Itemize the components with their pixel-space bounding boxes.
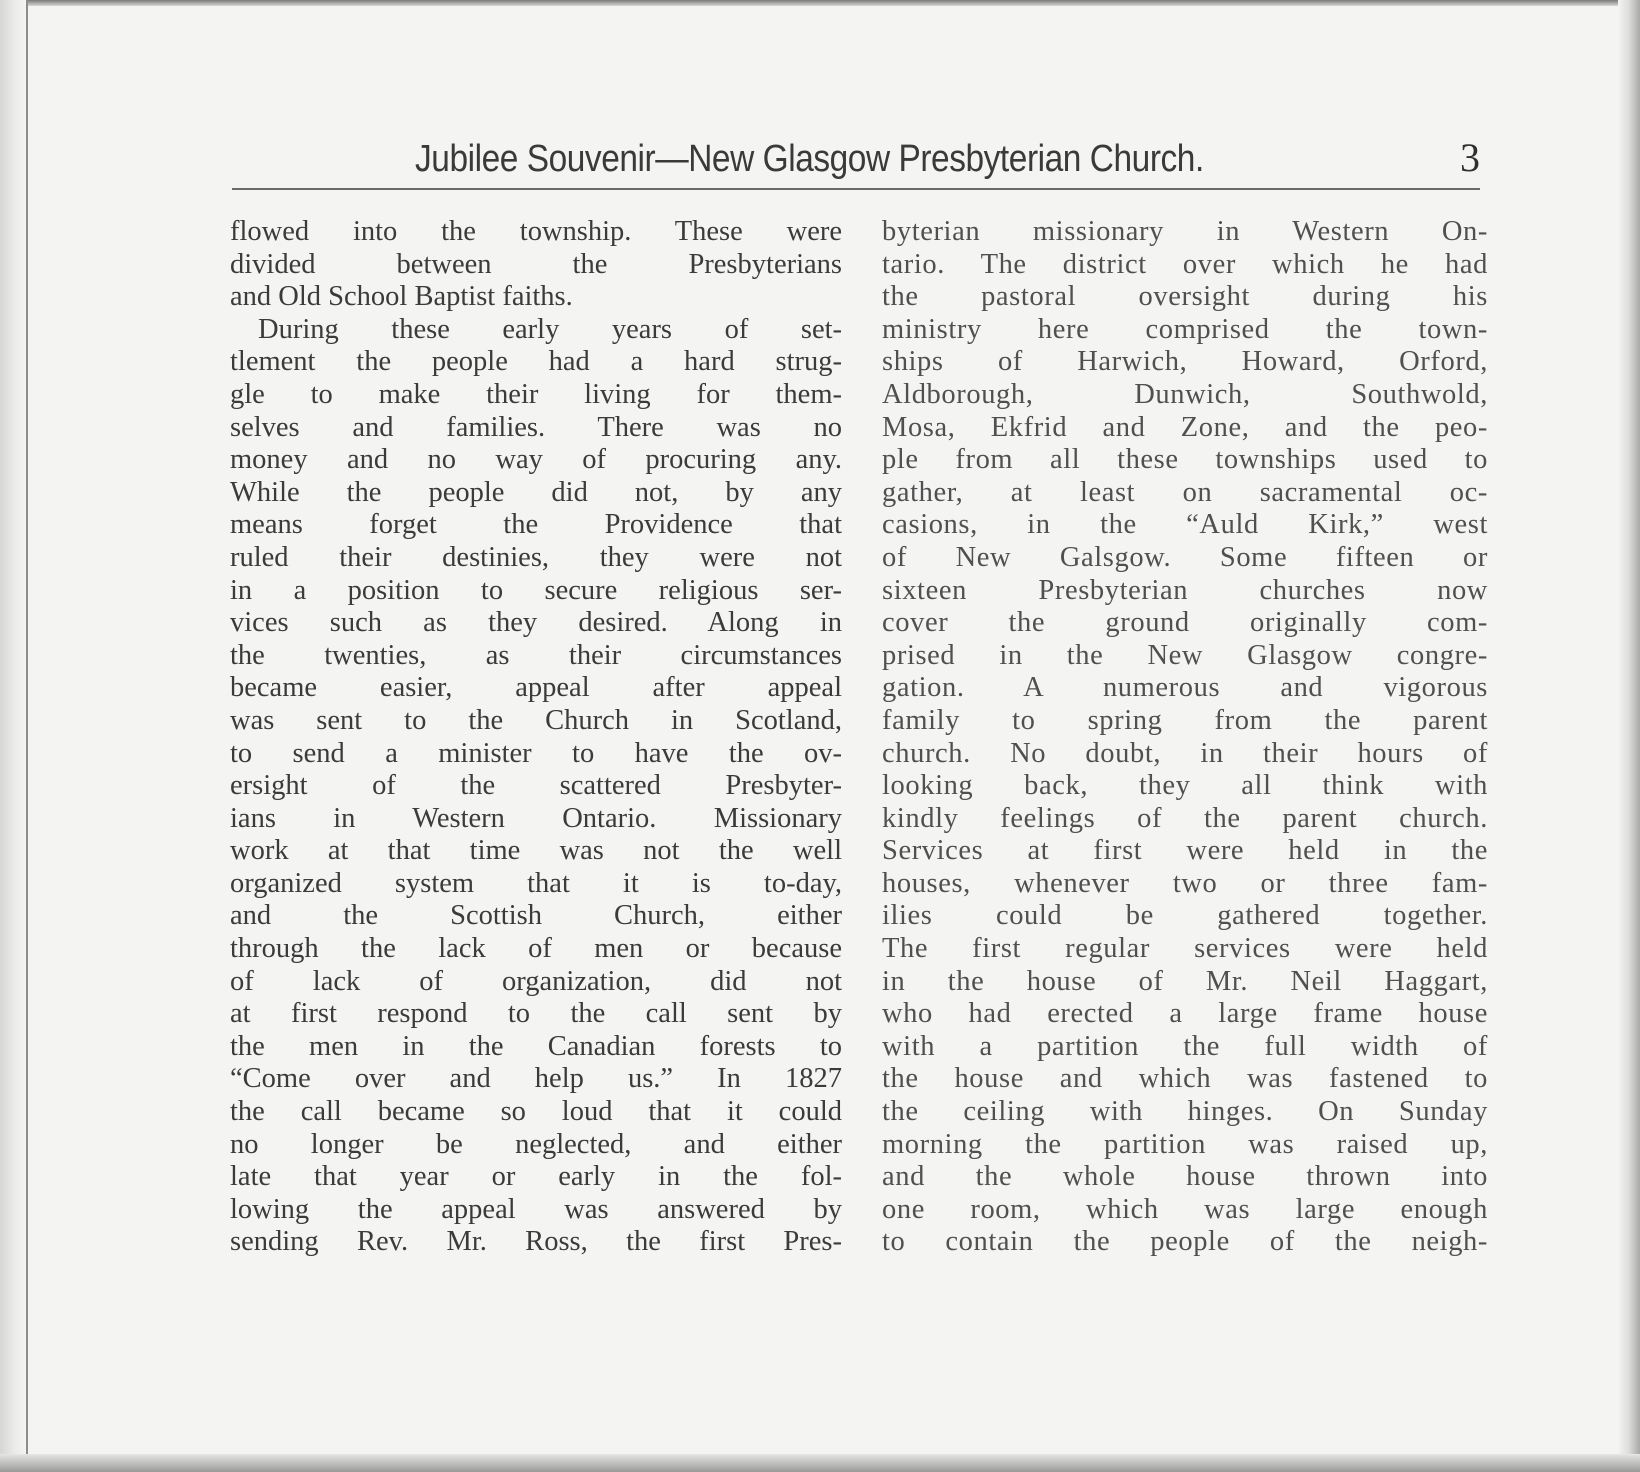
text-line: organized system that it is to-day, bbox=[230, 867, 842, 899]
text-line: the ceiling with hinges. On Sunday bbox=[882, 1096, 1488, 1128]
text-line: and the Scottish Church, either bbox=[230, 900, 842, 932]
text-line: and Old School Baptist faiths. bbox=[230, 281, 573, 313]
text-line: through the lack of men or because bbox=[230, 933, 842, 965]
text-line: casions, in the “Auld Kirk,” west bbox=[882, 509, 1488, 541]
text-line: ple from all these townships used to bbox=[882, 444, 1488, 476]
left-column bbox=[230, 216, 842, 1259]
text-line: the call became so loud that it could bbox=[230, 1096, 842, 1128]
text-line: cover the ground originally com- bbox=[882, 607, 1488, 639]
text-line: work at that time was not the well bbox=[230, 835, 842, 867]
text-line: the men in the Canadian forests to bbox=[230, 1030, 842, 1062]
text-line: family to spring from the parent bbox=[882, 704, 1488, 736]
text-line: vices such as they desired. Along in bbox=[230, 607, 842, 639]
text-line: church. No doubt, in their hours of bbox=[882, 737, 1488, 769]
text-line: gather, at least on sacramental oc- bbox=[882, 476, 1488, 508]
text-line: ersight of the scattered Presbyter- bbox=[230, 770, 842, 802]
header-rule bbox=[232, 188, 1480, 190]
text-line: was sent to the Church in Scotland, bbox=[230, 704, 842, 736]
running-header bbox=[230, 128, 1480, 184]
text-line: the twenties, as their circumstances bbox=[230, 639, 842, 671]
text-line: tario. The district over which he had bbox=[882, 248, 1488, 280]
text-line: means forget the Providence that bbox=[230, 509, 842, 541]
page-binding-edge bbox=[0, 0, 28, 1472]
page-top-edge bbox=[0, 0, 1640, 6]
text-line: of lack of organization, did not bbox=[230, 965, 842, 997]
text-line: late that year or early in the fol- bbox=[230, 1161, 842, 1193]
right-column bbox=[882, 216, 1488, 1259]
text-line: the house and which was fastened to bbox=[882, 1063, 1488, 1095]
text-line: Mosa, Ekfrid and Zone, and the peo- bbox=[882, 411, 1488, 443]
text-line: tlement the people had a hard strug- bbox=[230, 346, 842, 378]
text-line: Services at first were held in the bbox=[882, 835, 1488, 867]
text-line: prised in the New Glasgow congre- bbox=[882, 639, 1488, 671]
text-line: money and no way of procuring any. bbox=[230, 444, 842, 476]
text-line: flowed into the township. These were bbox=[230, 216, 842, 247]
text-line: to send a minister to have the ov- bbox=[230, 737, 842, 769]
text-line: divided between the Presbyterians bbox=[230, 248, 842, 280]
text-line: ministry here comprised the town- bbox=[882, 313, 1488, 345]
text-line: “Come over and help us.” In 1827 bbox=[230, 1063, 842, 1095]
text-line: at first respond to the call sent by bbox=[230, 998, 842, 1030]
text-line: of New Galsgow. Some fifteen or bbox=[882, 541, 1488, 573]
text-line: morning the partition was raised up, bbox=[882, 1128, 1488, 1160]
text-line: ships of Harwich, Howard, Orford, bbox=[882, 346, 1488, 378]
page-number: 3 bbox=[1460, 135, 1480, 180]
text-line: While the people did not, by any bbox=[230, 476, 842, 508]
text-line: During these early years of set- bbox=[258, 313, 842, 345]
text-line: sixteen Presbyterian churches now bbox=[882, 574, 1488, 606]
text-line: with a partition the full width of bbox=[882, 1030, 1488, 1062]
text-line: and the whole house thrown into bbox=[882, 1161, 1488, 1193]
page-right-edge bbox=[1618, 0, 1640, 1472]
text-line: in a position to secure religious ser- bbox=[230, 574, 842, 606]
running-header-title: Jubilee Souvenir—New Glasgow Presbyterian Church. bbox=[415, 138, 1204, 180]
text-line: byterian missionary in Western On- bbox=[882, 216, 1488, 247]
text-line: became easier, appeal after appeal bbox=[230, 672, 842, 704]
text-line: sending Rev. Mr. Ross, the first Pres- bbox=[230, 1226, 842, 1258]
text-line: the pastoral oversight during his bbox=[882, 281, 1488, 313]
text-line: gle to make their living for them- bbox=[230, 378, 842, 410]
text-line: ilies could be gathered together. bbox=[882, 900, 1488, 932]
text-line: selves and families. There was no bbox=[230, 411, 842, 443]
text-line: looking back, they all think with bbox=[882, 770, 1488, 802]
text-line: kindly feelings of the parent church. bbox=[882, 802, 1488, 834]
page-bottom-edge bbox=[0, 1454, 1640, 1472]
text-line: gation. A numerous and vigorous bbox=[882, 672, 1488, 704]
text-line: no longer be neglected, and either bbox=[230, 1128, 842, 1160]
text-line: ruled their destinies, they were not bbox=[230, 541, 842, 573]
text-line: who had erected a large frame house bbox=[882, 998, 1488, 1030]
text-line: to contain the people of the neigh- bbox=[882, 1226, 1488, 1258]
text-line: one room, which was large enough bbox=[882, 1193, 1488, 1225]
text-line: in the house of Mr. Neil Haggart, bbox=[882, 965, 1488, 997]
text-line: Aldborough, Dunwich, Southwold, bbox=[882, 378, 1488, 410]
text-line: houses, whenever two or three fam- bbox=[882, 867, 1488, 899]
text-line: lowing the appeal was answered by bbox=[230, 1193, 842, 1225]
text-line: ians in Western Ontario. Missionary bbox=[230, 802, 842, 834]
text-line: The first regular services were held bbox=[882, 933, 1488, 965]
